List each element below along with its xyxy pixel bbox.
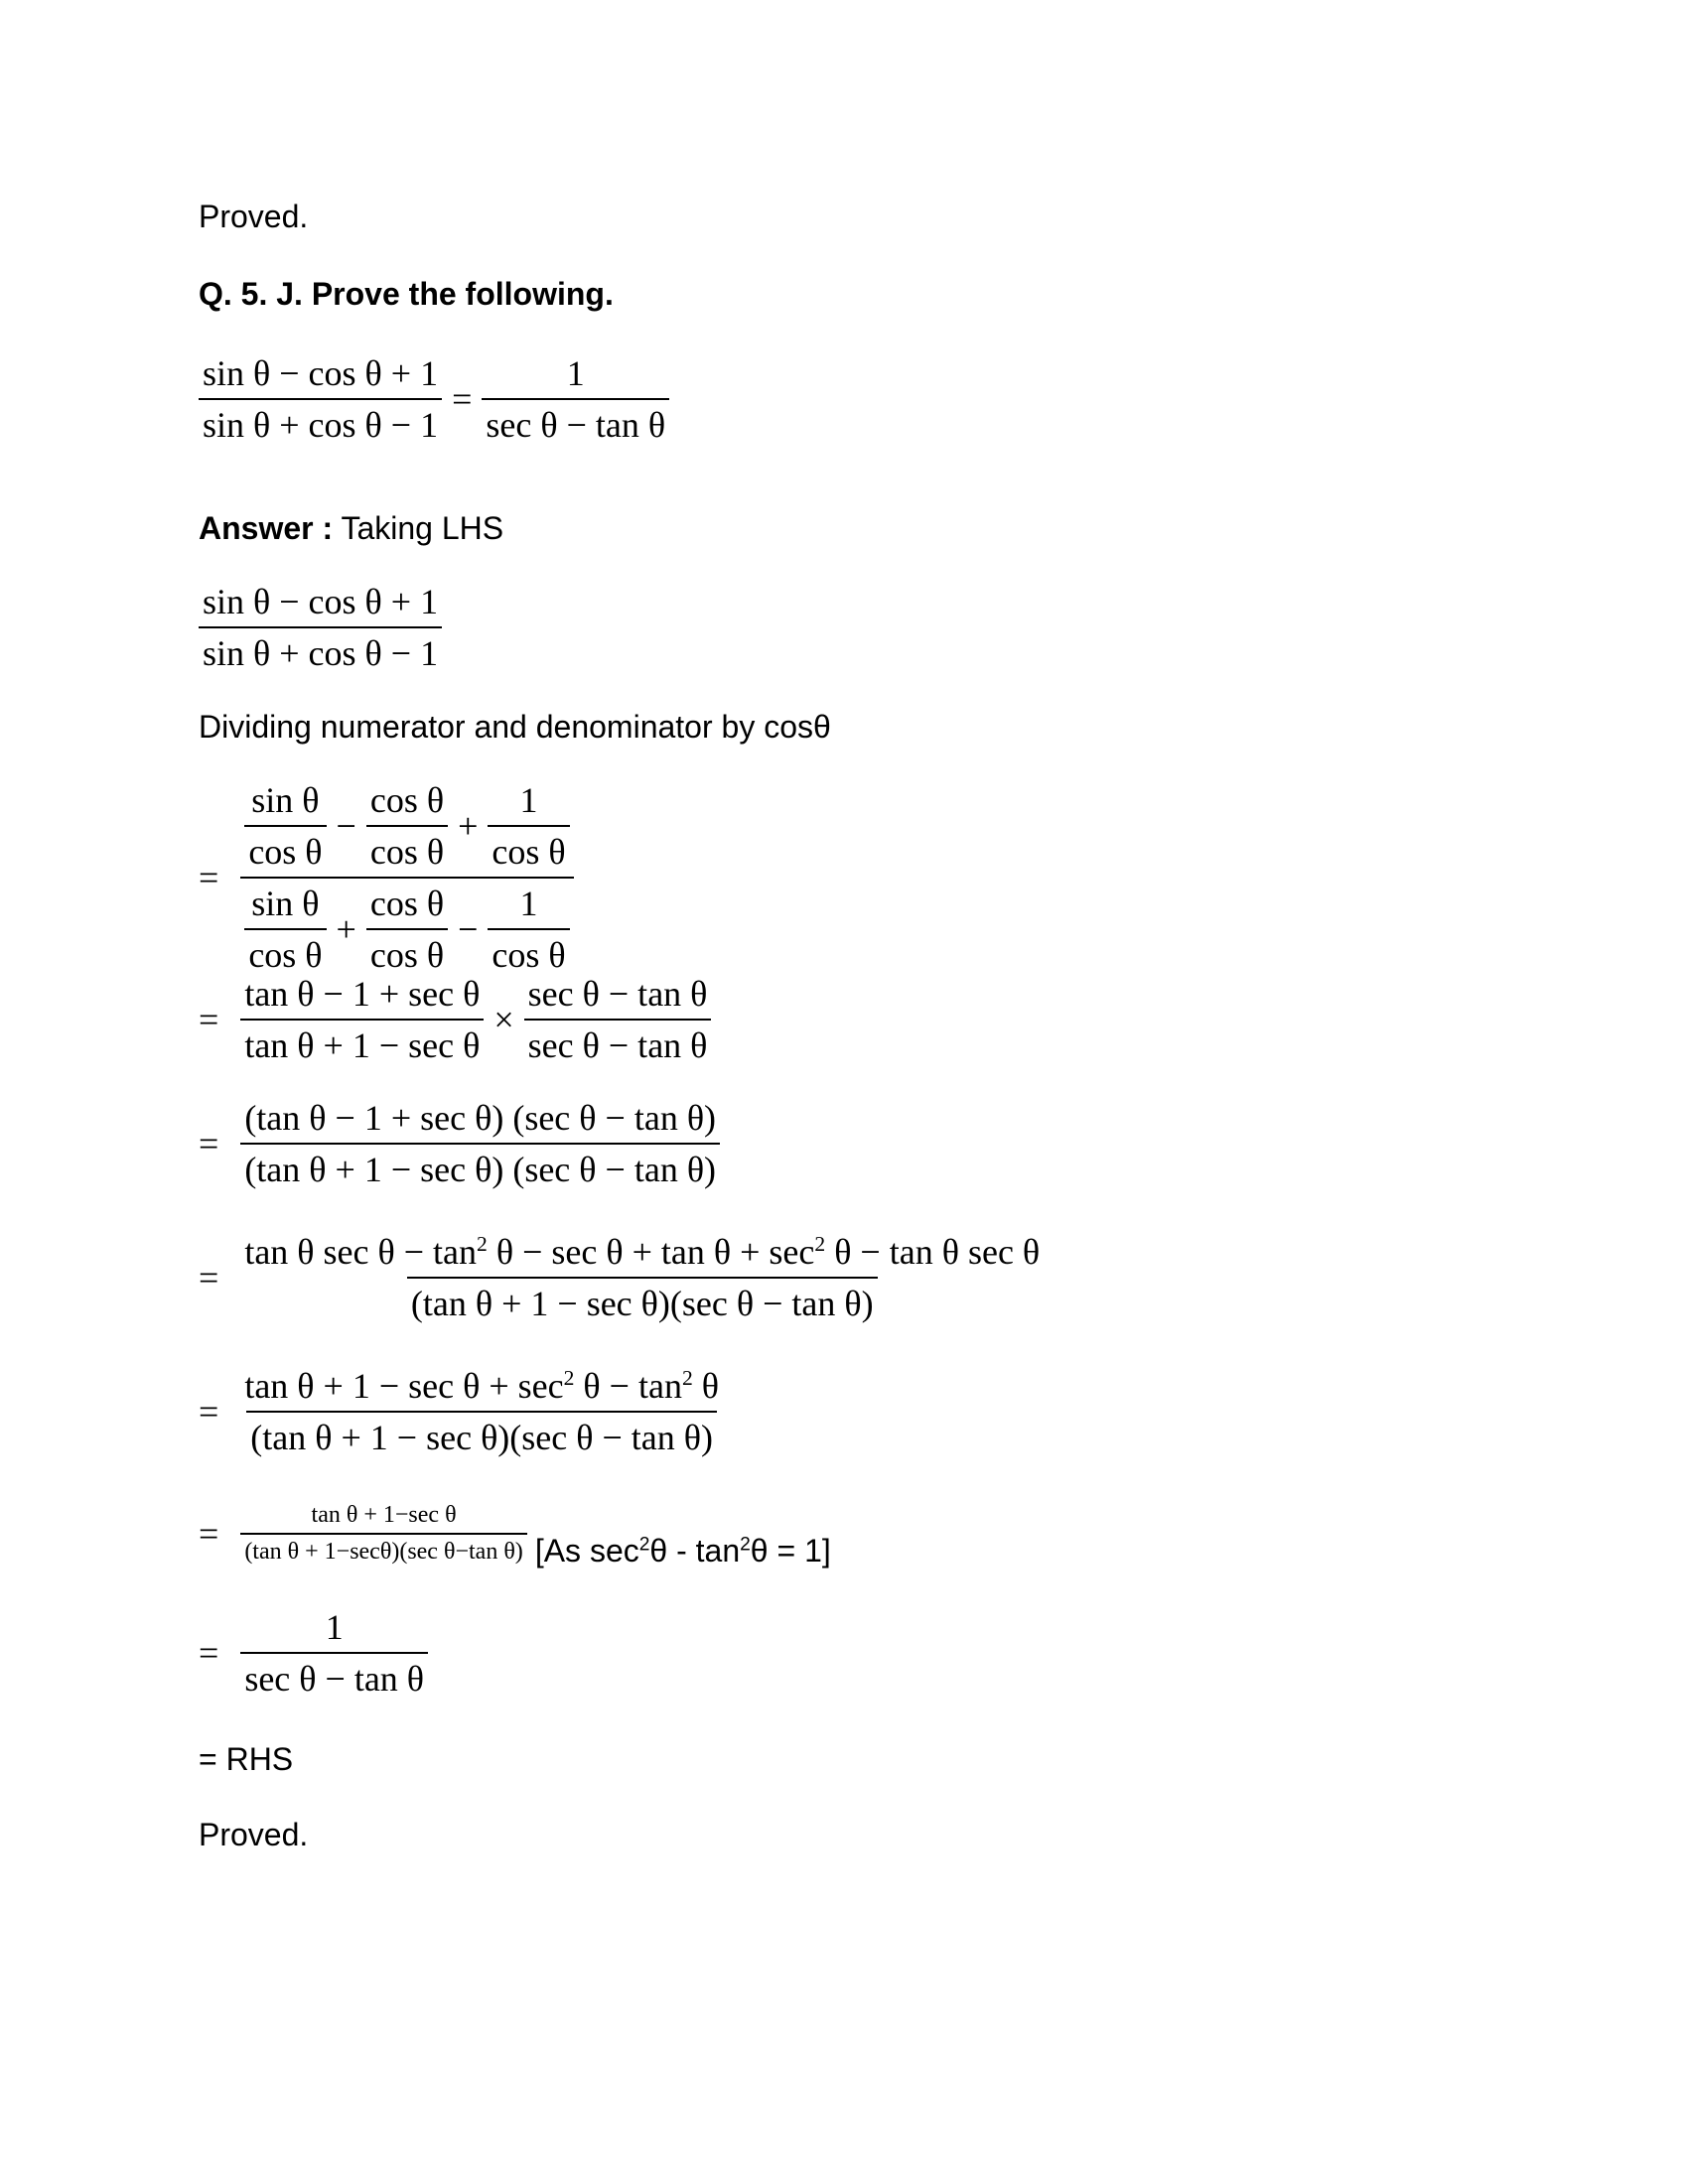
divide-text: Dividing numerator and denominator by cosθ — [199, 709, 831, 745]
step8-equals: = — [199, 1633, 219, 1673]
b3-den: cos θ — [488, 928, 569, 976]
step2-b3 — [488, 883, 569, 976]
t1-den: cos θ — [244, 825, 326, 873]
step2-bottom — [240, 877, 573, 976]
step5-denominator: (tan θ + 1 − sec θ)(sec θ − tan θ) — [407, 1277, 878, 1324]
step8 — [199, 1606, 428, 1700]
answer-text: Taking LHS — [333, 510, 504, 546]
step7-fraction — [240, 1502, 527, 1566]
t2-num: cos θ — [369, 780, 445, 820]
statement-equation — [199, 352, 669, 446]
step1-numerator: sin θ − cos θ + 1 — [203, 582, 439, 621]
step4-equals: = — [199, 1124, 219, 1163]
proved-bottom: Proved. — [199, 1817, 309, 1852]
step7 — [199, 1497, 831, 1570]
step4 — [199, 1097, 720, 1190]
step2-compound-fraction — [240, 779, 573, 976]
answer-label: Answer : — [199, 510, 334, 546]
step5-fraction — [240, 1231, 1044, 1324]
t3-den: cos θ — [488, 825, 569, 873]
step6-equals: = — [199, 1392, 219, 1432]
step2-t3 — [488, 779, 569, 873]
step2-t1 — [244, 779, 326, 873]
step6 — [199, 1365, 723, 1458]
statement-lhs-denominator: sin θ + cos θ − 1 — [199, 398, 442, 446]
step3-f1-num: tan θ − 1 + sec θ — [244, 974, 481, 1014]
step3-fraction2 — [524, 973, 712, 1066]
step2-op2: + — [458, 806, 479, 846]
step2-b1 — [244, 883, 326, 976]
step5-equals: = — [199, 1258, 219, 1297]
step4-numerator: (tan θ − 1 + sec θ) (sec θ − tan θ) — [244, 1098, 717, 1138]
b2-num: cos θ — [369, 884, 445, 923]
b1-den: cos θ — [244, 928, 326, 976]
b1-num: sin θ — [251, 884, 320, 923]
step7-numerator: tan θ + 1−sec θ — [311, 1501, 457, 1528]
question-heading: Q. 5. J. Prove the following. — [199, 276, 614, 312]
step8-numerator: 1 — [325, 1607, 344, 1647]
step5 — [199, 1231, 1044, 1324]
step7-denominator: (tan θ + 1−secθ)(sec θ−tan θ) — [240, 1533, 527, 1566]
step4-denominator: (tan θ + 1 − sec θ) (sec θ − tan θ) — [240, 1143, 720, 1190]
t3-num: 1 — [519, 780, 538, 820]
rhs-text: = RHS — [199, 1741, 294, 1777]
step2 — [199, 779, 574, 976]
step4-fraction — [240, 1097, 720, 1190]
statement-equals: = — [452, 379, 473, 419]
step1-denominator: sin θ + cos θ − 1 — [199, 626, 442, 674]
step8-denominator: sec θ − tan θ — [240, 1652, 428, 1700]
step1-lhs — [199, 581, 442, 674]
t1-num: sin θ — [251, 780, 320, 820]
step1-fraction — [199, 581, 442, 674]
step7-equals: = — [199, 1513, 219, 1554]
statement-lhs-fraction — [199, 352, 442, 446]
step3-fraction1 — [240, 973, 484, 1066]
step2-op1: − — [336, 806, 356, 846]
step8-fraction — [240, 1606, 428, 1700]
step6-numerator: $\tan \theta + 1 - \sec \theta + \sec^2 \theta - \tan^2 \theta$ — [244, 1366, 719, 1406]
statement-rhs-numerator: 1 — [566, 353, 585, 393]
step3-f2-den: sec θ − tan θ — [524, 1019, 712, 1066]
step3-times: × — [493, 1000, 514, 1039]
answer-line — [199, 508, 503, 548]
step2-t2 — [366, 779, 448, 873]
step2-top — [240, 779, 573, 877]
step3-f2-num: sec θ − tan θ — [527, 974, 708, 1014]
step7-note: [As $\sec^2\theta - \tan^2\theta = 1$] — [534, 1533, 831, 1569]
step6-fraction — [240, 1365, 723, 1458]
step3-equals: = — [199, 1000, 219, 1039]
t2-den: cos θ — [366, 825, 448, 873]
statement-lhs-numerator: sin θ − cos θ + 1 — [203, 353, 439, 393]
step5-numerator: tan θ $\sec \theta - \tan^2 \theta - \sec \theta + \tan \theta + \sec^2 \theta - \tan \theta$ sec θ — [244, 1232, 1041, 1272]
step2-equals: = — [199, 858, 219, 897]
b3-num: 1 — [519, 884, 538, 923]
proved-top: Proved. — [199, 199, 309, 234]
b2-den: cos θ — [366, 928, 448, 976]
step2-b2 — [366, 883, 448, 976]
statement-rhs-fraction — [482, 352, 669, 446]
statement-rhs-denominator: sec θ − tan θ — [482, 398, 669, 446]
step2-op4: − — [458, 909, 479, 949]
step2-op3: + — [336, 909, 356, 949]
step3-f1-den: tan θ + 1 − sec θ — [240, 1019, 484, 1066]
step6-denominator: (tan θ + 1 − sec θ)(sec θ − tan θ) — [246, 1411, 717, 1458]
step3 — [199, 973, 711, 1066]
